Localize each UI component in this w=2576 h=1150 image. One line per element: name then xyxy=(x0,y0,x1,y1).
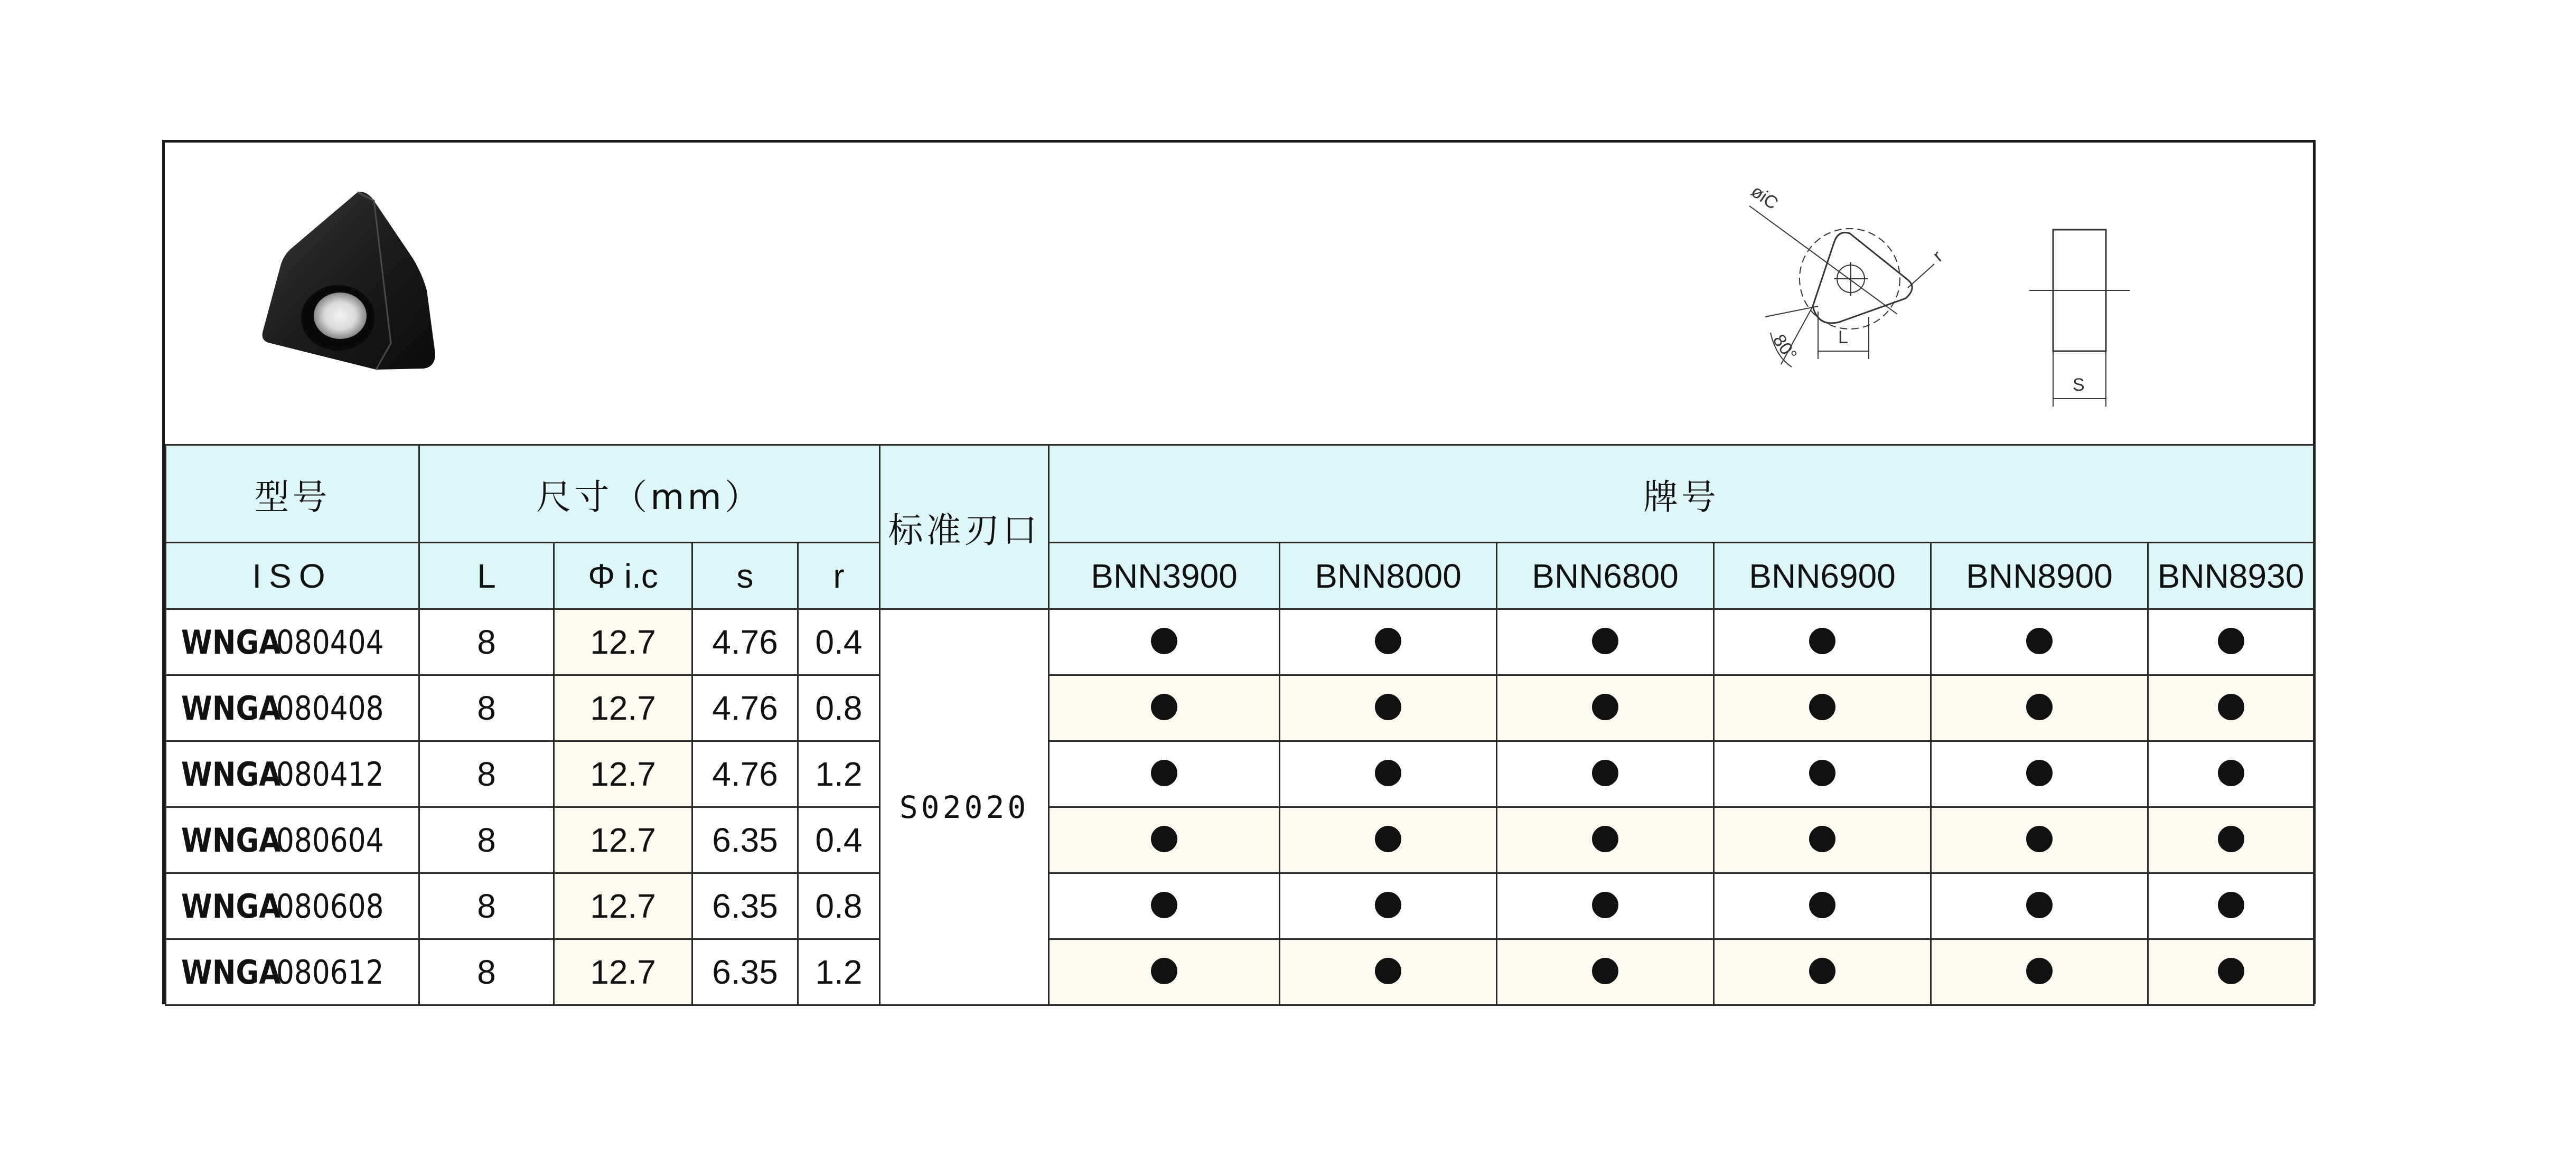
col-grade-header: 牌号 xyxy=(1049,445,2314,543)
availability-cell xyxy=(1280,675,1497,741)
model-series: WNGA xyxy=(181,689,281,728)
illustration-area xyxy=(165,143,2313,446)
availability-dot xyxy=(2026,892,2053,918)
availability-cell xyxy=(1049,741,1280,807)
header-row-1 xyxy=(166,445,2314,543)
header-row-2 xyxy=(166,543,2314,609)
availability-cell xyxy=(1497,609,1714,675)
spec-table xyxy=(165,444,2315,1006)
s-cell: 4.76 xyxy=(692,741,798,807)
grade-header-5: BNN8930 xyxy=(2148,543,2314,609)
model-series: WNGA xyxy=(181,887,281,926)
availability-dot xyxy=(1809,694,1835,720)
availability-dot xyxy=(1592,760,1618,786)
availability-dot xyxy=(1809,628,1835,654)
grade-header-0: BNN3900 xyxy=(1049,543,1280,609)
model-cell xyxy=(166,675,419,741)
grade-header-2: BNN6800 xyxy=(1497,543,1714,609)
availability-dot xyxy=(2026,958,2053,984)
availability-cell xyxy=(1280,741,1497,807)
availability-cell xyxy=(1931,873,2148,939)
availability-dot xyxy=(1375,760,1401,786)
model-cell xyxy=(166,741,419,807)
col-model-header: 型号 xyxy=(166,445,419,543)
availability-dot xyxy=(1375,628,1401,654)
L-header: L xyxy=(419,543,554,609)
availability-cell xyxy=(2148,609,2314,675)
edge-cell: S02020 xyxy=(880,609,1049,1005)
availability-cell xyxy=(1714,807,1931,873)
availability-dot xyxy=(1151,958,1177,984)
availability-dot xyxy=(1151,892,1177,918)
s-header: s xyxy=(692,543,798,609)
availability-dot xyxy=(1151,628,1177,654)
availability-dot xyxy=(1375,826,1401,852)
model-cell xyxy=(166,609,419,675)
ic-label: øiC xyxy=(1747,181,1782,214)
ic-cell: 12.7 xyxy=(554,675,692,741)
ic-header: Φ i.c xyxy=(554,543,692,609)
availability-dot xyxy=(1592,958,1618,984)
L-cell: 8 xyxy=(419,807,554,873)
r-cell: 1.2 xyxy=(798,741,880,807)
availability-cell xyxy=(2148,741,2314,807)
availability-cell xyxy=(2148,873,2314,939)
availability-dot xyxy=(2218,628,2244,654)
insert-photo xyxy=(249,185,471,396)
availability-cell xyxy=(1280,807,1497,873)
table-row xyxy=(166,741,2314,807)
availability-cell xyxy=(1049,807,1280,873)
availability-dot xyxy=(2218,826,2244,852)
model-code: 080612 xyxy=(276,953,384,992)
technical-drawing xyxy=(1660,174,2214,428)
availability-dot xyxy=(1375,694,1401,720)
availability-dot xyxy=(1151,760,1177,786)
availability-cell xyxy=(1497,873,1714,939)
L-cell: 8 xyxy=(419,609,554,675)
availability-cell xyxy=(1714,609,1931,675)
model-cell xyxy=(166,807,419,873)
availability-dot xyxy=(2026,760,2053,786)
s-cell: 6.35 xyxy=(692,873,798,939)
iso-header: ISO xyxy=(166,543,419,609)
availability-cell xyxy=(1497,741,1714,807)
availability-cell xyxy=(1931,807,2148,873)
availability-cell xyxy=(2148,939,2314,1005)
model-series: WNGA xyxy=(181,953,281,992)
model-series: WNGA xyxy=(181,821,281,860)
availability-cell xyxy=(1931,675,2148,741)
availability-dot xyxy=(2026,694,2053,720)
availability-dot xyxy=(1375,958,1401,984)
r-header: r xyxy=(798,543,880,609)
s-cell: 4.76 xyxy=(692,609,798,675)
model-series: WNGA xyxy=(181,755,281,794)
availability-dot xyxy=(1592,628,1618,654)
availability-cell xyxy=(1049,609,1280,675)
r-cell: 0.8 xyxy=(798,873,880,939)
availability-cell xyxy=(1714,675,1931,741)
availability-cell xyxy=(1931,741,2148,807)
availability-cell xyxy=(1049,939,1280,1005)
L-cell: 8 xyxy=(419,873,554,939)
availability-cell xyxy=(1049,675,1280,741)
L-cell: 8 xyxy=(419,939,554,1005)
ic-cell: 12.7 xyxy=(554,873,692,939)
ic-cell: 12.7 xyxy=(554,741,692,807)
table-row xyxy=(166,609,2314,675)
model-cell xyxy=(166,939,419,1005)
availability-dot xyxy=(2218,892,2244,918)
availability-cell xyxy=(2148,675,2314,741)
availability-dot xyxy=(1151,694,1177,720)
r-cell: 0.8 xyxy=(798,675,880,741)
model-code: 080608 xyxy=(276,887,384,926)
L-dim-label: L xyxy=(1838,327,1848,347)
availability-cell xyxy=(1931,609,2148,675)
model-code: 080408 xyxy=(276,689,384,728)
availability-dot xyxy=(2026,628,2053,654)
availability-cell xyxy=(1497,675,1714,741)
table-row xyxy=(166,807,2314,873)
availability-dot xyxy=(1809,958,1835,984)
availability-dot xyxy=(1375,892,1401,918)
col-size-header: 尺寸（mm） xyxy=(419,445,880,543)
model-cell xyxy=(166,873,419,939)
availability-cell xyxy=(1280,939,1497,1005)
availability-dot xyxy=(2218,958,2244,984)
availability-dot xyxy=(1592,694,1618,720)
availability-cell xyxy=(1049,873,1280,939)
availability-dot xyxy=(2218,760,2244,786)
spec-frame xyxy=(162,140,2316,1004)
r-cell: 0.4 xyxy=(798,609,880,675)
availability-cell xyxy=(1714,741,1931,807)
availability-cell xyxy=(1714,873,1931,939)
availability-cell xyxy=(1497,807,1714,873)
grade-header-3: BNN6900 xyxy=(1714,543,1931,609)
r-label: r xyxy=(1929,246,1947,266)
model-code: 080412 xyxy=(276,755,384,794)
availability-cell xyxy=(1280,609,1497,675)
r-cell: 0.4 xyxy=(798,807,880,873)
ic-cell: 12.7 xyxy=(554,807,692,873)
model-code: 080404 xyxy=(276,623,384,662)
availability-cell xyxy=(1714,939,1931,1005)
availability-dot xyxy=(1809,760,1835,786)
availability-dot xyxy=(2218,694,2244,720)
L-cell: 8 xyxy=(419,675,554,741)
availability-cell xyxy=(1280,873,1497,939)
availability-dot xyxy=(1151,826,1177,852)
table-row xyxy=(166,675,2314,741)
availability-cell xyxy=(1497,939,1714,1005)
L-cell: 8 xyxy=(419,741,554,807)
s-dim-label: S xyxy=(2073,375,2085,395)
s-cell: 6.35 xyxy=(692,939,798,1005)
availability-dot xyxy=(1809,892,1835,918)
availability-dot xyxy=(1592,892,1618,918)
ic-cell: 12.7 xyxy=(554,609,692,675)
availability-dot xyxy=(1809,826,1835,852)
table-row xyxy=(166,873,2314,939)
r-cell: 1.2 xyxy=(798,939,880,1005)
s-cell: 4.76 xyxy=(692,675,798,741)
grade-header-1: BNN8000 xyxy=(1280,543,1497,609)
ic-cell: 12.7 xyxy=(554,939,692,1005)
availability-dot xyxy=(2026,826,2053,852)
col-edge-header: 标准刃口 xyxy=(880,445,1049,609)
grade-header-4: BNN8900 xyxy=(1931,543,2148,609)
table-row xyxy=(166,939,2314,1005)
availability-dot xyxy=(1592,826,1618,852)
model-code: 080604 xyxy=(276,821,384,860)
availability-cell xyxy=(2148,807,2314,873)
s-cell: 6.35 xyxy=(692,807,798,873)
angle-label: 80° xyxy=(1768,331,1801,365)
availability-cell xyxy=(1931,939,2148,1005)
model-series: WNGA xyxy=(181,623,281,662)
